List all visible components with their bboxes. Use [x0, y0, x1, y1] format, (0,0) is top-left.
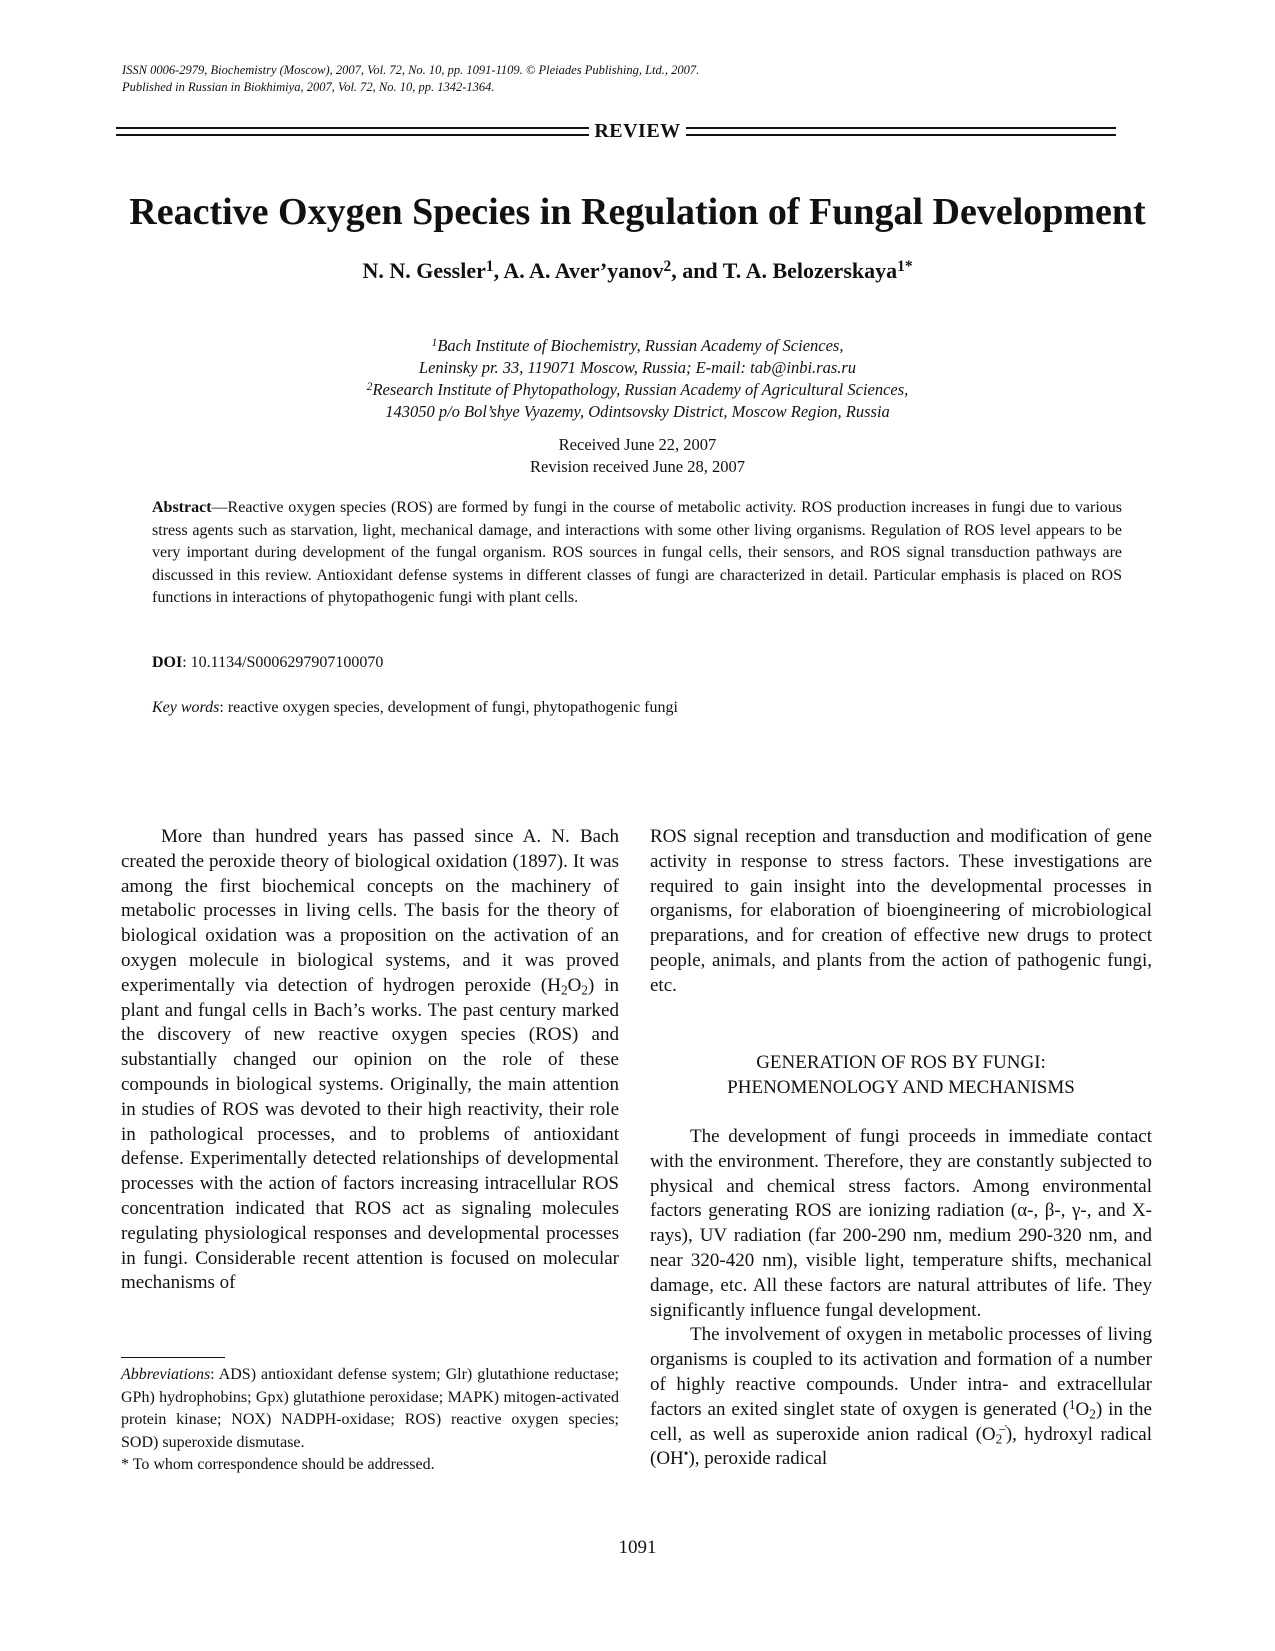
oxygen-text-a: The involvement of oxygen in metabolic processes of living organisms is coupled to its activation and formation of a number of highly reactive compounds. Under intra- and extracellular factors an exited singlet state of oxygen is generated ( [650, 1324, 1152, 1420]
section-label [0, 120, 1275, 143]
oxygen-text-b: ) in the cell, as well as superoxide anion radical (O [650, 1398, 1152, 1445]
superoxide-subscript: 2 [995, 1430, 1003, 1446]
abbreviations-footnote [121, 1364, 619, 1454]
body-right-column-section [650, 1125, 1152, 1472]
journal-citation-line: ISSN 0006-2979, Biochemistry (Moscow), 2007, Vol. 72, No. 10, pp. 1091-1109. © Pleiades Publishing, Ltd., 2007. [122, 63, 700, 77]
singlet-superscript: 1 [1068, 1396, 1076, 1412]
affiliation-2-mark: 2 [366, 380, 373, 393]
affiliation-2-line-2: 143050 p/o Bol’shye Vyazemy, Odintsovsky District, Moscow Region, Russia [385, 402, 890, 421]
author-3: , and T. A. Belozerskaya [671, 258, 898, 283]
abbreviations-label: Abbreviations [121, 1366, 211, 1383]
intro-text-a: More than hundred years has passed since A. N. Bach created the peroxide theory of biological oxidation (1897). It was among the first biochemical concepts on the machinery of metabolic processes in living cells. The basis for the theory of biological oxidation was a proposition on the activation of an oxygen molecule in biological systems, and it was proved experimentally via detection of hydrogen peroxide (H [121, 826, 619, 996]
superoxide-superscript: −̇ [998, 1421, 1006, 1437]
revision-date: Revision received June 28, 2007 [530, 457, 745, 476]
oxygen-text-d: ), peroxide radical [688, 1448, 828, 1470]
keywords [152, 699, 678, 717]
footnotes [121, 1364, 619, 1477]
h2o2-oxygen: O [567, 974, 582, 996]
correspondence-footnote: * To whom correspondence should be addressed. [121, 1456, 435, 1473]
author-3-affil-mark: 1* [897, 258, 913, 276]
singlet-subscript: 2 [1089, 1406, 1096, 1422]
abstract [152, 497, 1122, 610]
affiliations [0, 335, 1275, 423]
abbreviations-text: : ADS) antioxidant defense system; Glr) glutathione reductase; GPh) hydrophobins; Gpx) glutathione peroxidase; MAPK) mitogen-activated protein kinase; NOX) NADPH-oxidase; ROS) reactive oxygen species; SOD) superoxide dismutase. [121, 1366, 619, 1451]
section-label-text: REVIEW [589, 120, 685, 142]
journal-header [122, 62, 699, 96]
hydroxyl-superscript: • [683, 1446, 689, 1462]
singlet-oxygen: O [1075, 1398, 1090, 1420]
russian-source-line: Published in Russian in Biokhimiya, 2007, Vol. 72, No. 10, pp. 1342-1364. [122, 80, 495, 94]
keywords-value: : reactive oxygen species, development of fungi, phytopathogenic fungi [219, 699, 678, 716]
abstract-text: —Reactive oxygen species (ROS) are formed by fungi in the course of metabolic activity. ROS production increases in fungi due to various stress agents such as starvation, light, mechanical damage, and interactions with some other living organisms. Regulation of ROS level appears to be very important during development of the fungal organism. ROS sources in fungal cells, their sensors, and ROS signal transduction pathways are discussed in this review. Antioxidant defense systems in different classes of fungi are characterized in detail. Particular emphasis is placed on ROS functions in interactions of phytopathogenic fungi with plant cells. [152, 499, 1122, 606]
affiliation-2-text: Research Institute of Phytopathology, Russian Academy of Agricultural Sciences, [372, 380, 909, 399]
body-left-column [121, 825, 619, 1296]
footnote-rule [121, 1357, 225, 1358]
section-heading-line-2: PHENOMENOLOGY AND MECHANISMS [727, 1077, 1075, 1098]
doi-value: : 10.1134/S0006297907100070 [182, 654, 384, 671]
h2o2-subscript-1: 2 [561, 982, 568, 998]
abstract-label: Abstract [152, 499, 212, 516]
affiliation-1-text: Bach Institute of Biochemistry, Russian Academy of Sciences, [437, 336, 844, 355]
author-2-affil-mark: 2 [663, 258, 672, 276]
affiliation-1-mark: 1 [431, 336, 438, 349]
author-list [0, 258, 1275, 284]
article-title: Reactive Oxygen Species in Regulation of Fungal Development [129, 191, 1146, 233]
body-right-column [650, 825, 1152, 999]
received-date: Received June 22, 2007 [558, 435, 717, 454]
affiliation-1-line-2: Leninsky pr. 33, 119071 Moscow, Russia; E-mail: tab@inbi.ras.ru [418, 358, 857, 377]
intro-text-b: ) in plant and fungal cells in Bach’s works. The past century marked the discovery of new reactive oxygen species (ROS) and substantially changed our opinion on the role of these compounds in biological systems. Originally, the main attention in studies of ROS was devoted to their high reactivity, their role in pathological processes, and to problems of antioxidant defense. Experimentally detected relationships of developmental processes with the action of factors increasing intracellular ROS concentration indicated that ROS act as signaling molecules regulating physiological responses and developmental processes in fungi. Considerable recent attention is focused on molecular mechanisms of [121, 974, 619, 1294]
affiliation-2-line-1 [0, 379, 1275, 401]
section-heading-line-1: GENERATION OF ROS BY FUNGI: [756, 1052, 1046, 1073]
intro-paragraph [121, 825, 619, 1296]
doi [152, 654, 383, 672]
author-2: , A. A. Aver’yanov [493, 258, 664, 283]
keywords-label: Key words [152, 699, 220, 716]
continued-paragraph: ROS signal reception and transduction and modification of gene activity in response to stress factors. These investigations are required to gain insight into the developmental processes in organisms, for elaboration of bioengineering of microbiological preparations, and for creation of effective new drugs to protect people, animals, and plants from the action of pathogenic fungi, etc. [650, 826, 1152, 996]
article-dates [0, 434, 1275, 478]
h2o2-subscript-2: 2 [581, 982, 589, 998]
author-1: N. N. Gessler [362, 258, 486, 283]
author-1-affil-mark: 1 [485, 258, 494, 276]
page-number: 1091 [618, 1537, 657, 1558]
affiliation-1-line-1 [0, 335, 1275, 357]
doi-label: DOI [152, 654, 183, 671]
oxygen-text-c: ), hydroxyl radical (OH [650, 1423, 1152, 1470]
environment-paragraph: The development of fungi proceeds in immediate contact with the environment. Therefore, they are constantly subjected to physical and chemical stress factors. Among environmental factors generating ROS are ionizing radiation (α-, β-, γ-, and X-rays), UV radiation (far 200-290 nm, medium 290-320 nm, and near 320-420 nm), visible light, temperature shifts, mechanical damage, etc. All these factors are natural attributes of life. They significantly influence fungal development. [650, 1126, 1152, 1321]
oxygen-paragraph [650, 1323, 1152, 1472]
section-heading [650, 1050, 1152, 1100]
